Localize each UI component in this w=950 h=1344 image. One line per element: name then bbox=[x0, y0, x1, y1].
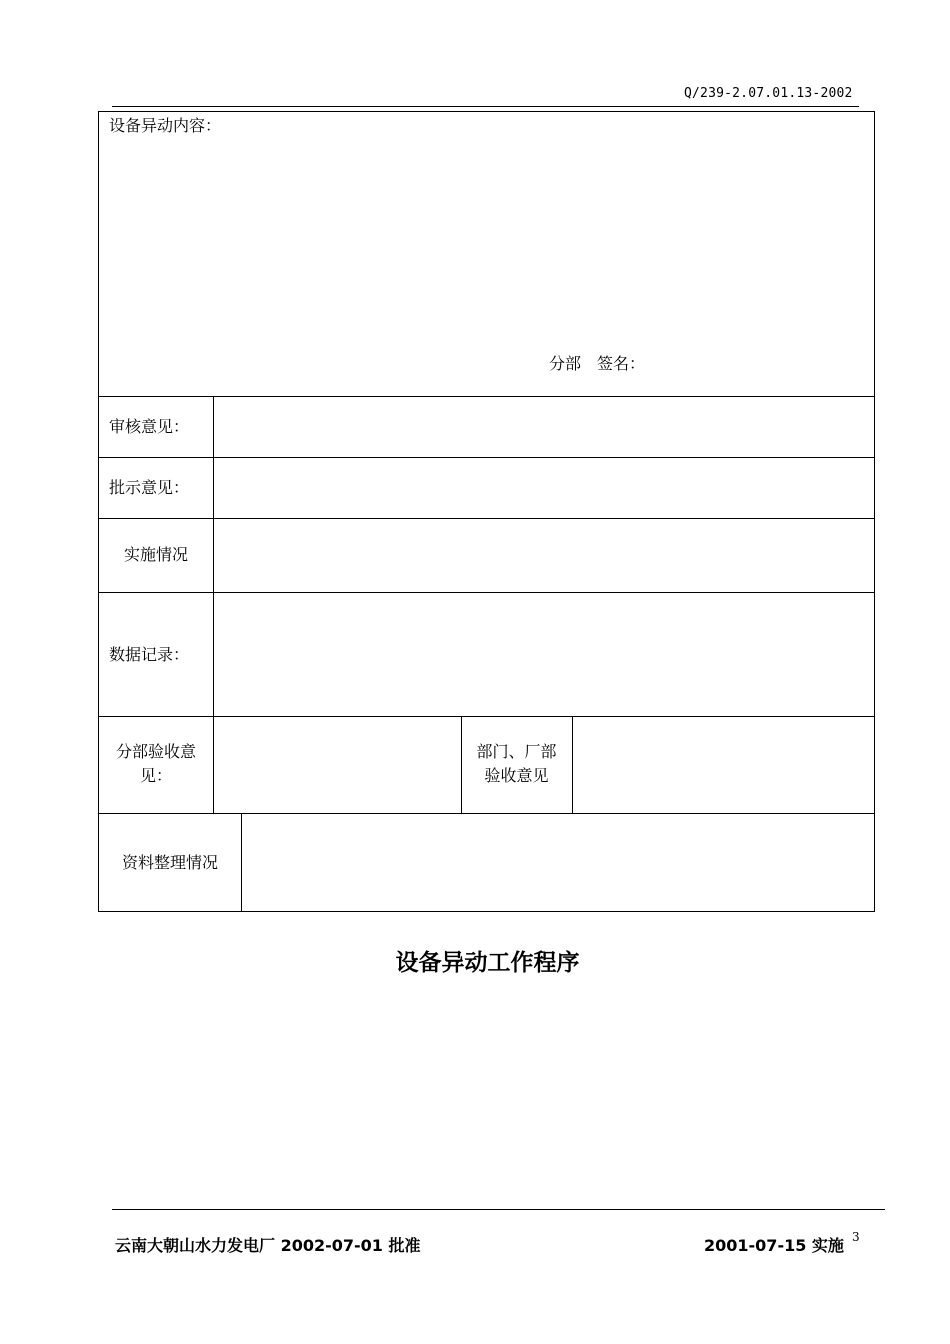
dept-acceptance-field[interactable] bbox=[574, 718, 874, 812]
approval-label: 批示意见： bbox=[109, 478, 190, 497]
row-divider bbox=[99, 592, 874, 593]
row-divider bbox=[99, 518, 874, 519]
documentation-field[interactable] bbox=[243, 815, 874, 910]
label-column-divider bbox=[213, 396, 214, 813]
signature-label: 分部 签名： bbox=[549, 354, 646, 373]
data-record-label: 数据记录： bbox=[109, 645, 190, 664]
document-code: Q/239-2.07.01.13-2002 bbox=[684, 86, 853, 101]
approval-field[interactable] bbox=[215, 459, 874, 517]
acceptance-column-divider bbox=[572, 716, 573, 813]
page-number: 3 bbox=[852, 1230, 860, 1244]
data-record-field[interactable] bbox=[215, 594, 874, 715]
dept-acceptance-label: 部门、厂部 验收意见 bbox=[476, 742, 557, 785]
header-rule bbox=[112, 106, 859, 107]
review-field[interactable] bbox=[215, 398, 874, 456]
row-divider bbox=[99, 716, 874, 717]
footer-approval: 云南大朝山水力发电厂 2002-07-01 批准 bbox=[115, 1236, 421, 1255]
content-field[interactable] bbox=[103, 142, 870, 342]
implementation-label: 实施情况 bbox=[123, 545, 188, 564]
row-divider bbox=[99, 813, 874, 814]
documentation-label: 资料整理情况 bbox=[121, 853, 218, 872]
branch-acceptance-label: 分部验收意 见： bbox=[115, 742, 196, 785]
content-label: 设备异动内容： bbox=[109, 116, 222, 135]
footer-implementation: 2001-07-15 实施 bbox=[704, 1236, 844, 1255]
document-title: 设备异动工作程序 bbox=[395, 950, 580, 976]
footer-rule bbox=[112, 1209, 885, 1210]
equipment-change-form bbox=[98, 111, 875, 912]
documentation-column-divider bbox=[241, 813, 242, 911]
branch-acceptance-field[interactable] bbox=[215, 718, 460, 812]
row-divider bbox=[99, 457, 874, 458]
row-divider bbox=[99, 396, 874, 397]
review-label: 审核意见： bbox=[109, 417, 190, 436]
implementation-field[interactable] bbox=[215, 520, 874, 591]
